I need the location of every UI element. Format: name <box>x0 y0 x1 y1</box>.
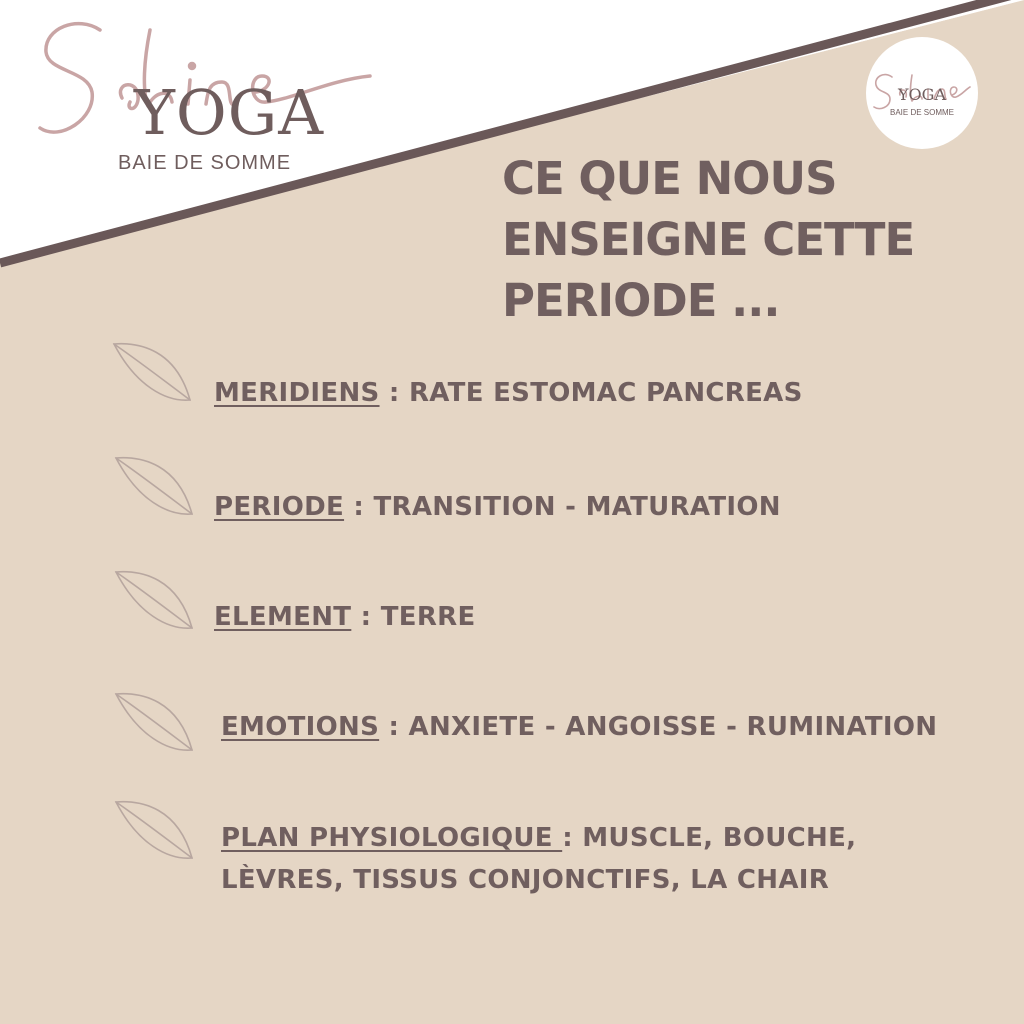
list-item <box>214 597 476 637</box>
item-separator: : <box>562 823 583 853</box>
badge-subtitle: BAIE DE SOMME <box>889 108 954 117</box>
logo-badge <box>866 37 978 149</box>
leaf-icon <box>112 452 198 522</box>
list-item <box>221 817 856 901</box>
list-item <box>221 707 937 747</box>
item-separator: : <box>351 602 381 632</box>
leaf-icon <box>110 338 196 408</box>
item-value: TRANSITION - MATURATION <box>373 492 781 522</box>
item-label: ELEMENT <box>214 602 352 632</box>
list-item <box>214 373 803 413</box>
badge-wordmark: YOGA <box>897 85 946 104</box>
brand-wordmark: YOGA <box>134 76 325 149</box>
headline-line: CE QUE NOUS <box>502 152 837 205</box>
item-label: PERIODE <box>214 492 345 522</box>
item-label: EMOTIONS <box>221 712 380 742</box>
leaf-icon <box>112 796 198 866</box>
item-value: MUSCLE, BOUCHE, <box>582 823 857 853</box>
headline-line: ENSEIGNE CETTE <box>502 213 915 266</box>
item-value-continuation: LÈVRES, TISSUS CONJONCTIFS, LA CHAIR <box>221 865 830 895</box>
leaf-icon <box>112 688 198 758</box>
headline <box>502 148 942 331</box>
brand-logo <box>30 10 390 180</box>
item-label: PLAN PHYSIOLOGIQUE <box>221 823 563 853</box>
list-item <box>214 487 781 527</box>
headline-line: PERIODE ... <box>502 274 780 327</box>
item-label: MERIDIENS <box>214 378 380 408</box>
item-value: RATE ESTOMAC PANCREAS <box>408 378 803 408</box>
item-separator: : <box>379 378 409 408</box>
brand-subtitle: BAIE DE SOMME <box>118 152 292 174</box>
item-separator: : <box>344 492 374 522</box>
item-value: TERRE <box>380 602 476 632</box>
item-value: ANXIETE - ANGOISSE - RUMINATION <box>408 712 938 742</box>
leaf-icon <box>112 566 198 636</box>
item-separator: : <box>379 712 409 742</box>
